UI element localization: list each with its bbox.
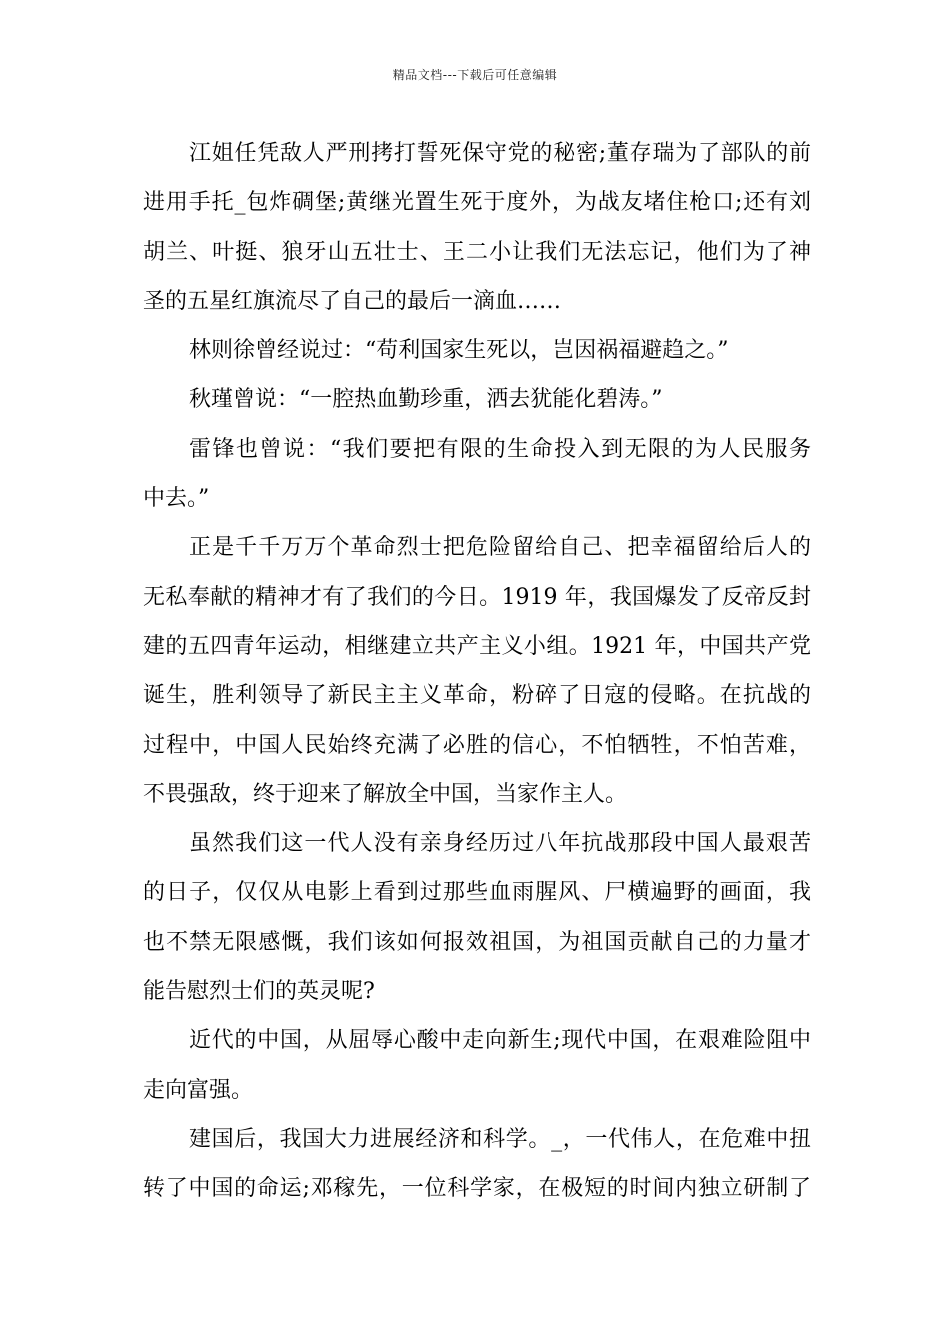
document-body [143, 129, 811, 1214]
text-line: 圣的五星红旗流尽了自己的最后一滴血…… [143, 288, 562, 314]
text-line: 建的五四青年运动，相继建立共产主义小组。1921 年，中国共产党 [143, 633, 811, 659]
text-line: 中去。” [143, 486, 210, 512]
page-header: 精品文档---下载后可任意编辑 [392, 68, 558, 82]
text-line: 江姐任凭敌人严刑拷打誓死保守党的秘密;董存瑞为了部队的前 [189, 141, 811, 166]
text-line: 走向富强。 [143, 1077, 254, 1103]
text-line: 进用手托_包炸碉堡;黄继光置生死于度外，为战友堵住枪口;还有刘 [143, 190, 811, 216]
text-line: 转了中国的命运;邓稼先，一位科学家，在极短的时间内独立研制了 [143, 1176, 811, 1202]
text-line: 能告慰烈士们的英灵呢? [143, 979, 375, 1005]
text-line: 建国后，我国大力进展经济和科学。_，一代伟人，在危难中扭 [189, 1126, 811, 1152]
text-line: 诞生，胜利领导了新民主主义革命，粉碎了日寇的侵略。在抗战的 [143, 683, 811, 709]
text-line: 也不禁无限感慨，我们该如何报效祖国，为祖国贡献自己的力量才 [143, 929, 811, 955]
text-line: 秋瑾曾说：“一腔热血勤珍重，洒去犹能化碧涛。” [189, 387, 663, 413]
text-line: 雷锋也曾说：“我们要把有限的生命投入到无限的为人民服务 [189, 436, 811, 462]
text-line: 胡兰、叶挺、狼牙山五壮士、王二小让我们无法忘记，他们为了神 [143, 239, 811, 265]
text-line: 无私奉献的精神才有了我们的今日。1919 年，我国爆发了反帝反封 [143, 584, 811, 610]
text-line: 正是千千万万个革命烈士把危险留给自己、把幸福留给后人的 [189, 535, 811, 561]
text-line: 虽然我们这一代人没有亲身经历过八年抗战那段中国人最艰苦 [189, 831, 811, 857]
text-line: 林则徐曾经说过：“苟利国家生死以，岂因祸福避趋之。” [189, 338, 729, 364]
text-line: 的日子，仅仅从电影上看到过那些血雨腥风、尸横遍野的画面，我 [143, 880, 811, 906]
text-line: 不畏强敌，终于迎来了解放全中国，当家作主人。 [143, 781, 628, 807]
text-line: 近代的中国，从屈辱心酸中走向新生;现代中国，在艰难险阻中 [189, 1028, 811, 1054]
text-line: 过程中，中国人民始终充满了必胜的信心，不怕牺牲，不怕苦难， [143, 732, 811, 758]
